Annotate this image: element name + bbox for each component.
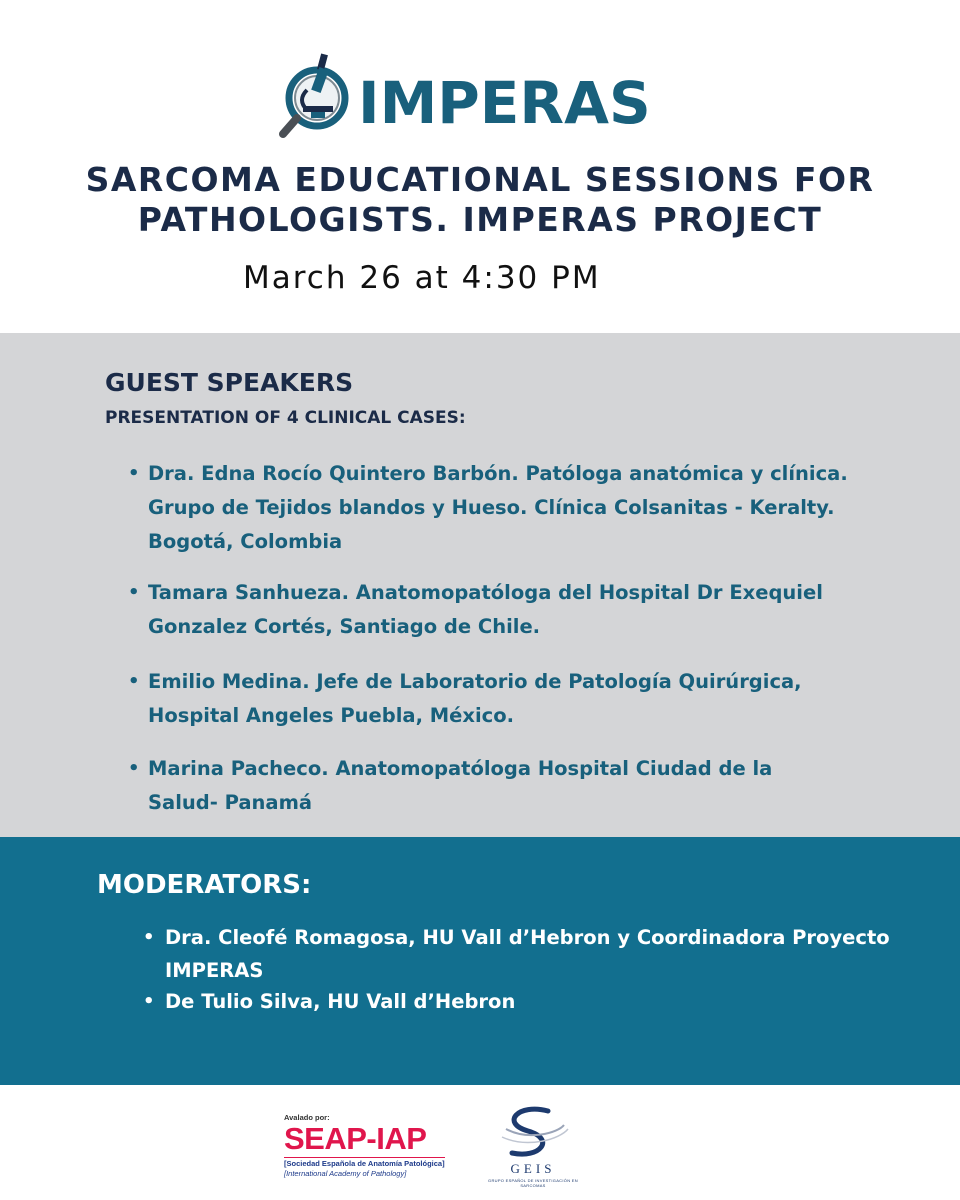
moderator-item — [143, 921, 903, 987]
page-title — [60, 160, 900, 240]
imperas-logo-icon — [277, 48, 357, 140]
bullet-icon: • — [128, 758, 140, 779]
geis-name: GEIS — [510, 1161, 556, 1176]
moderator-item — [143, 985, 903, 1018]
speaker-item — [128, 752, 848, 820]
geis-logo — [478, 1103, 588, 1187]
seap-endorsed-label: Avalado por: — [284, 1113, 330, 1122]
bullet-icon: • — [143, 927, 155, 948]
speaker-item — [128, 665, 848, 733]
speaker-text: Marina Pacheco. Anatomopatóloga Hospital Ciudad de la Salud- Panamá — [148, 757, 773, 814]
speaker-item — [128, 457, 848, 559]
seap-iap-logo — [284, 1113, 454, 1177]
speaker-item — [128, 576, 848, 644]
seap-society-name: [Sociedad Española de Anatomía Patológica] — [284, 1159, 445, 1168]
geis-swirl-icon — [478, 1103, 588, 1161]
geis-tagline: GRUPO ESPAÑOL DE INVESTIGACIÓN EN SARCOMAS — [488, 1178, 578, 1188]
guest-speakers-heading: GUEST SPEAKERS — [105, 368, 354, 397]
title-line-2: PATHOLOGISTS. IMPERAS PROJECT — [137, 200, 823, 239]
moderator-text: Dra. Cleofé Romagosa, HU Vall d’Hebron y Coordinadora Proyecto IMPERAS — [165, 926, 890, 982]
moderator-text: De Tulio Silva, HU Vall d’Hebron — [165, 990, 516, 1013]
title-line-1: SARCOMA EDUCATIONAL SESSIONS FOR — [85, 160, 875, 199]
speaker-text: Tamara Sanhueza. Anatomopatóloga del Hospital Dr Exequiel Gonzalez Cortés, Santiago de Chile. — [148, 581, 823, 638]
seap-iap-name: SEAP-IAP — [284, 1121, 427, 1156]
speaker-text: Dra. Edna Rocío Quintero Barbón. Patóloga anatómica y clínica. Grupo de Tejidos blandos y Hueso. Clínica Colsanitas - Keralty. Bogotá, Colombia — [148, 462, 848, 553]
bullet-icon: • — [128, 463, 140, 484]
bullet-icon: • — [128, 671, 140, 692]
clinical-cases-subheading: PRESENTATION OF 4 CLINICAL CASES: — [105, 408, 466, 428]
iap-name: [International Academy of Pathology] — [284, 1169, 407, 1178]
moderators-heading: MODERATORS: — [97, 870, 312, 900]
brand-name: IMPERAS — [358, 69, 651, 137]
bullet-icon: • — [128, 582, 140, 603]
event-date: March 26 at 4:30 PM — [243, 260, 601, 296]
speaker-text: Emilio Medina. Jefe de Laboratorio de Patología Quirúrgica, Hospital Angeles Puebla, México. — [148, 670, 802, 727]
bullet-icon: • — [143, 991, 155, 1012]
